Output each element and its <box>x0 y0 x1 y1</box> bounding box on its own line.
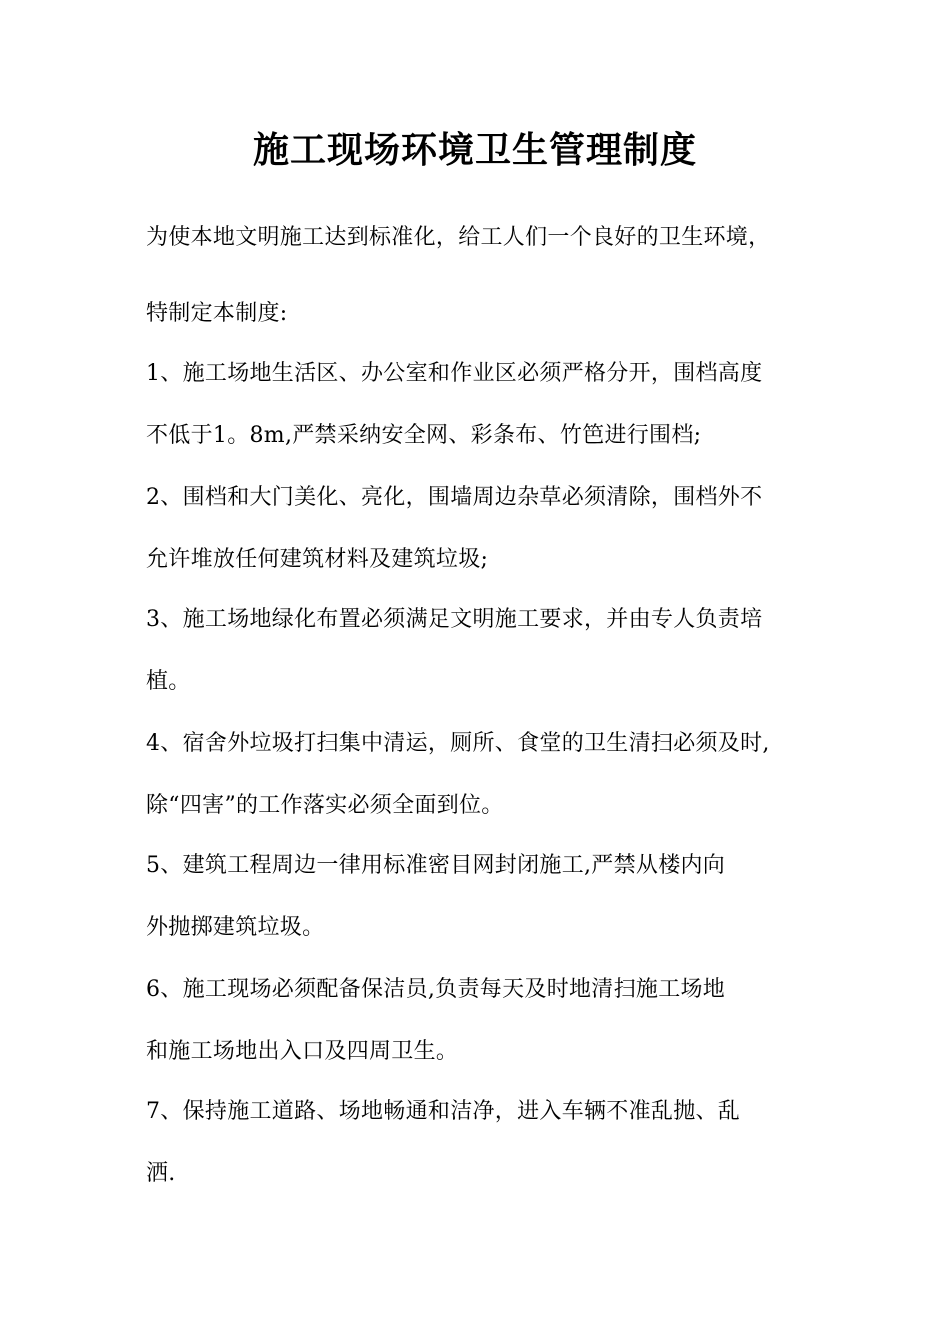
document-title: 施工现场环境卫生管理制度 <box>252 129 697 171</box>
paragraph-line: 允许堆放任何建筑材料及建筑垃圾; <box>146 547 489 572</box>
paragraph-line: 为使本地文明施工达到标准化，给工人们一个良好的卫生环境， <box>146 225 771 250</box>
paragraph-line: 不低于1。8m,严禁采纳安全网、彩条布、竹笆进行围档; <box>146 423 702 448</box>
paragraph-line: 5、建筑工程周边一律用标准密目网封闭施工,严禁从楼内向 <box>146 853 726 878</box>
paragraph-line: 6、施工现场必须配备保洁员,负责每天及时地清扫施工场地 <box>146 977 726 1002</box>
paragraph-line: 植。 <box>146 669 191 694</box>
paragraph-line: 除“四害”的工作落实必须全面到位。 <box>146 793 504 818</box>
paragraph-line: 1、施工场地生活区、办公室和作业区必须严格分开，围档高度 <box>146 361 763 386</box>
paragraph-line: 洒. <box>146 1161 176 1186</box>
paragraph-line: 4、宿舍外垃圾打扫集中清运，厕所、食堂的卫生清扫必须及时, <box>146 731 770 756</box>
paragraph-line: 2、围档和大门美化、亮化，围墙周边杂草必须清除，围档外不 <box>146 485 763 510</box>
paragraph-line: 和施工场地出入口及四周卫生。 <box>146 1039 459 1064</box>
paragraph-line: 3、施工场地绿化布置必须满足文明施工要求，并由专人负责培 <box>146 607 763 632</box>
paragraph-line: 7、保持施工道路、场地畅通和洁净，进入车辆不准乱抛、乱 <box>146 1099 741 1124</box>
paragraph-line: 特制定本制度: <box>146 301 288 326</box>
paragraph-line: 外抛掷建筑垃圾。 <box>146 915 325 940</box>
